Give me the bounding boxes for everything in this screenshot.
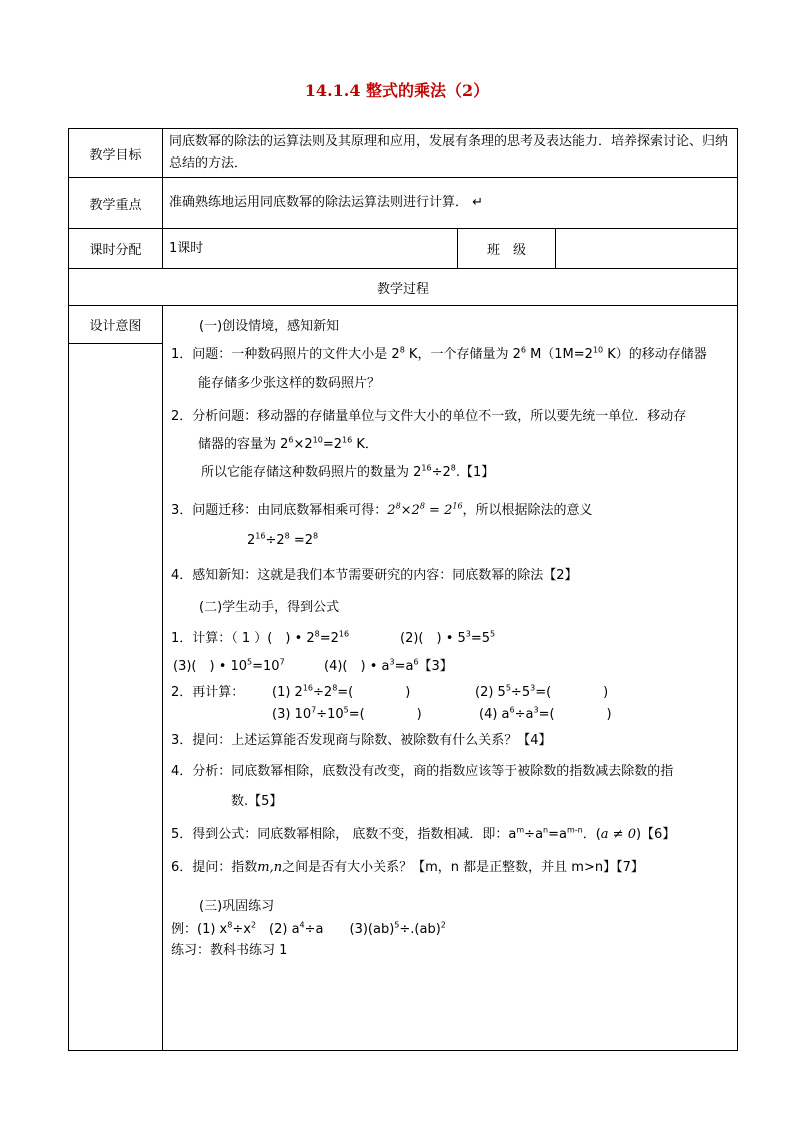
section-2-heading: (二)学生动手，得到公式 bbox=[199, 600, 340, 615]
focus-cell bbox=[163, 178, 738, 229]
analysis-4-cont: 数.【5】 bbox=[231, 794, 283, 809]
calc-1d: (4)( ) • $a^3=a^6$【3】 bbox=[324, 657, 453, 674]
row-process-header bbox=[69, 269, 738, 306]
formula-5: 5．得到公式：同底数幂相除， 底数不变，指数相减．即：$a^m\div a^n=a^{m-n}$．(a ≠ 0)【6】 bbox=[171, 825, 676, 842]
process-content bbox=[163, 306, 738, 1051]
analysis-2-cont: 储器的容量为 $2^6\times 2^{10}=2^{16}$ K． bbox=[198, 435, 378, 452]
perceive-4: 4．感知新知：这就是我们本节需要研究的内容：同底数幂的除法【2】 bbox=[171, 568, 578, 583]
process-header: 教学过程 bbox=[69, 269, 738, 306]
period-value: 1课时 bbox=[169, 240, 204, 256]
class-value bbox=[556, 229, 738, 269]
row-focus bbox=[69, 178, 738, 229]
recalc-2: (2) $5^5\div 5^3=$( ) bbox=[475, 683, 609, 700]
recalc-1: (1) $2^{16}\div 2^8=$( ) bbox=[272, 683, 411, 700]
calc-1a: 1．计算：（ 1 ）( ) • $2^8=2^{16}$ bbox=[171, 629, 350, 646]
question-6: 6．提问：指数m,n之间是否有大小关系？【m，n 都是正整数，并且 m>n】【7】 bbox=[171, 860, 644, 875]
section-1-heading: (一)创设情境，感知新知 bbox=[199, 319, 340, 334]
row-goals bbox=[69, 129, 738, 178]
example-line: 例：(1) $x^8\div x^2$ (2) $a^4\div a$ (3)(ab)$^5$÷.(ab)$^2$ bbox=[171, 920, 446, 937]
transfer-3: 3．问题迁移：由同底数幂相乘可得：$2^8\times 2^8 = 2^{16}$，所以根据除法的意义 bbox=[171, 501, 593, 518]
class-label: 班 级 bbox=[458, 229, 556, 269]
section-3-heading: (三)巩固练习 bbox=[199, 899, 275, 914]
problem-1: 1．问题：一种数码照片的文件大小是 $2^8$ K，一个存储量为 $2^6$ $M(1M=2^{10}$ K）的移动存储器 bbox=[171, 345, 707, 362]
focus-text: 准确熟练地运用同底数幂的除法运算法则进行计算． ↵ bbox=[169, 195, 484, 210]
goals-cell bbox=[163, 129, 738, 178]
analysis-2-so: 所以它能存储这种数码照片的数量为 $2^{16}\div 2^8$.【1】 bbox=[201, 463, 495, 480]
calc-1c: (3)( ) • $10^5=10^7$ bbox=[173, 657, 285, 674]
period-label: 课时分配 bbox=[69, 229, 163, 269]
goals-label: 教学目标 bbox=[69, 129, 163, 178]
problem-1-cont: 能存储多少张这样的数码照片？ bbox=[198, 376, 381, 391]
analysis-2: 2．分析问题：移动器的存储量单位与文件大小的单位不一致，所以要先统一单位．移动存 bbox=[171, 409, 687, 424]
practice-line: 练习：教科书练习 1 bbox=[171, 943, 288, 958]
analysis-4: 4．分析：同底数幂相除，底数没有改变，商的指数应该等于被除数的指数减去除数的指 bbox=[171, 764, 674, 779]
row-design bbox=[69, 306, 738, 344]
focus-label: 教学重点 bbox=[69, 178, 163, 229]
transfer-3-eq: $2^{16}\div 2^8 =2^8$ bbox=[247, 531, 319, 548]
recalc-label: 2．再计算： bbox=[171, 685, 245, 700]
period-cell bbox=[163, 229, 458, 269]
page-title: 14.1.4 整式的乘法（2） bbox=[304, 81, 490, 100]
calc-1b: (2)( ) • $5^3=5^5$ bbox=[400, 629, 496, 646]
row-period bbox=[69, 229, 738, 269]
lesson-plan-table bbox=[68, 128, 738, 1051]
design-label: 设计意图 bbox=[69, 306, 163, 344]
recalc-3: (3) $10^7\div 10^5=$( ) bbox=[272, 705, 422, 722]
question-3: 3．提问：上述运算能否发现商与除数、被除数有什么关系？【4】 bbox=[171, 733, 552, 748]
design-empty-cell bbox=[69, 344, 163, 1051]
recalc-4: (4) $a^6\div a^3=$( ) bbox=[479, 705, 612, 722]
goals-text: 同底数幂的除法的运算法则及其原理和应用，发展有条理的思考及表达能力．培养探索讨论、归纳总结的方法． bbox=[169, 134, 729, 171]
